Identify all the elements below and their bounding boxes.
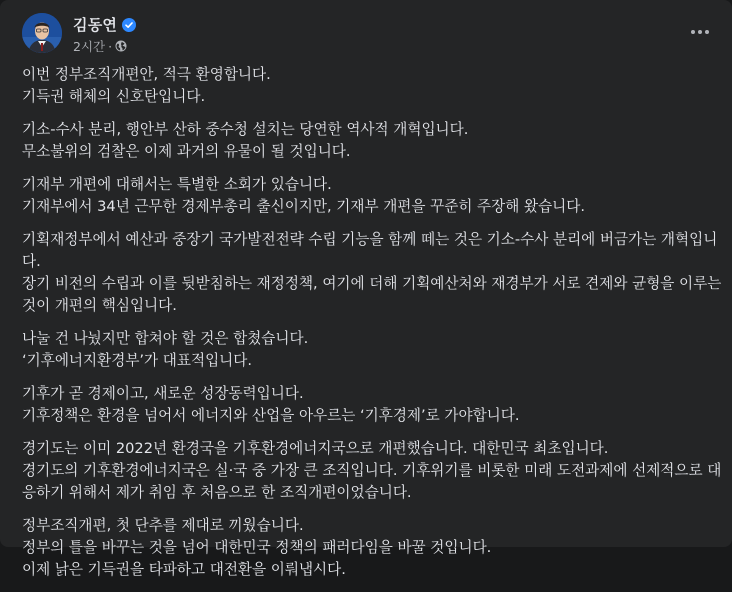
post-paragraph <box>22 438 722 504</box>
post-paragraph <box>22 119 722 163</box>
post-paragraph <box>22 515 722 581</box>
author-line <box>73 13 136 35</box>
post-text-line: 이번 정부조직개편안, 적극 환영합니다. <box>22 66 271 83</box>
profile-photo <box>22 13 62 53</box>
post-text-line: 기재부 개편에 대해서는 특별한 소회가 있습니다. <box>22 176 332 193</box>
post-text-line: 경기도의 기후환경에너지국은 실·국 중 가장 큰 조직입니다. 기후위기를 비롯한 미래 도전과제에 선제적으로 대응하기 위해서 제가 취임 후 처음으로 한 조직개편이었습니다. <box>22 462 722 501</box>
post-text-line: 기후가 곧 경제이고, 새로운 성장동력입니다. <box>22 385 304 402</box>
post-text-line: 기획재정부에서 예산과 중장기 국가발전전략 수립 기능을 함께 떼는 것은 기소-수사 분리에 버금가는 개혁입니다. <box>22 231 718 270</box>
post-paragraph <box>22 328 722 372</box>
avatar[interactable] <box>22 13 62 53</box>
globe-icon[interactable] <box>115 40 127 52</box>
post-body <box>22 64 722 592</box>
post-text-line: 장기 비전의 수립과 이를 뒷받침하는 재정정책, 여기에 더해 기획예산처와 재경부가 서로 견제와 균형을 이루는 것이 개편의 핵심입니다. <box>22 275 722 314</box>
verified-badge-icon <box>122 17 136 31</box>
post-timestamp[interactable]: 2시간 <box>73 39 106 54</box>
post-text-line: 나눌 건 나눴지만 합쳐야 할 것은 합쳤습니다. <box>22 330 309 347</box>
post-text-line: 기후정책은 환경을 넘어서 에너지와 산업을 아우르는 ‘기후경제’로 가야합니다. <box>22 407 520 424</box>
post-text-line: 기소-수사 분리, 행안부 산하 중수청 설치는 당연한 역사적 개혁입니다. <box>22 121 469 138</box>
post-text-line: 기득권 해체의 신호탄입니다. <box>22 88 206 105</box>
post-text-line: 이제 낡은 기득권을 타파하고 대전환을 이뤄냅시다. <box>22 561 346 578</box>
post-text-line: 기재부에서 34년 근무한 경제부총리 출신이지만, 기재부 개편을 꾸준히 주장해 왔습니다. <box>22 198 586 215</box>
author-name[interactable]: 김동연 <box>73 15 118 34</box>
post-paragraph <box>22 383 722 427</box>
post-text-line: 경기도는 이미 2022년 환경국을 기후환경에너지국으로 개편했습니다. 대한민국 최초입니다. <box>22 440 609 457</box>
more-options-icon <box>691 30 709 34</box>
post-paragraph <box>22 64 722 108</box>
post-text-line: ‘기후에너지환경부’가 대표적입니다. <box>22 352 253 369</box>
post-paragraph <box>22 174 722 218</box>
post-text-line: 무소불위의 검찰은 이제 과거의 유물이 될 것입니다. <box>22 143 351 160</box>
meta-separator: · <box>108 38 113 54</box>
post-text-line: 정부조직개편, 첫 단추를 제대로 끼웠습니다. <box>22 517 304 534</box>
post-paragraph <box>22 229 722 317</box>
post-text-line: 정부의 틀을 바꾸는 것을 넘어 대한민국 정책의 패러다임을 바꿀 것입니다. <box>22 539 492 556</box>
more-options-button[interactable] <box>684 18 716 46</box>
post-meta <box>73 37 127 55</box>
post-header <box>0 0 732 62</box>
